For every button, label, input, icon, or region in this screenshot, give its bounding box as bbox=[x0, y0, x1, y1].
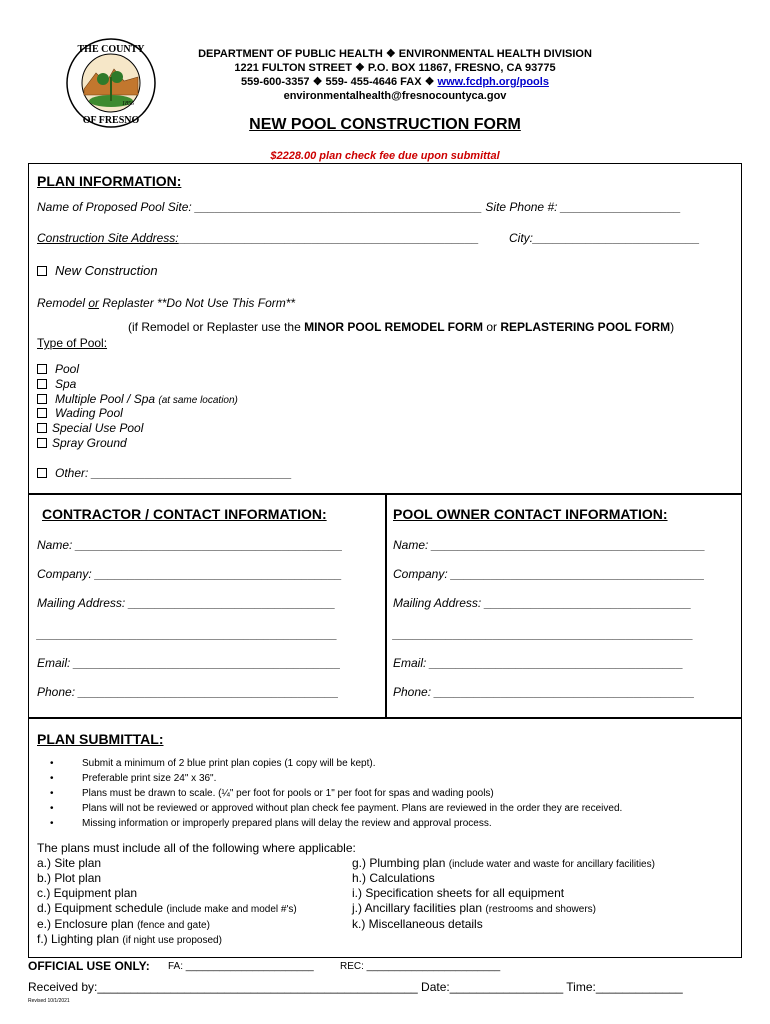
multiple-checkbox[interactable] bbox=[37, 394, 47, 404]
contractor-phone-field[interactable]: Phone: _______________________________________ bbox=[37, 685, 339, 699]
pool-type-spray[interactable] bbox=[37, 436, 127, 451]
other-checkbox[interactable] bbox=[37, 468, 47, 478]
contractor-name-field[interactable]: Name: ________________________________________ bbox=[37, 538, 343, 552]
agency-header bbox=[175, 47, 615, 103]
list-item: • Submit a minimum of 2 blue print plan copies (1 copy will be kept). bbox=[50, 756, 622, 771]
pool-type-wading[interactable] bbox=[37, 406, 123, 421]
special-label: Special Use Pool bbox=[52, 421, 144, 435]
owner-phone-field[interactable]: Phone: _______________________________________ bbox=[393, 685, 695, 699]
list-item-g bbox=[352, 856, 655, 870]
list-item-b: b.) Plot plan bbox=[37, 871, 102, 885]
pool-type-pool[interactable] bbox=[37, 362, 79, 377]
item-j-note: (restrooms and showers) bbox=[485, 904, 596, 915]
item-d-label: d.) Equipment schedule bbox=[37, 901, 164, 915]
contractor-mailing-field[interactable]: Mailing Address: _______________________________ bbox=[37, 596, 336, 610]
wading-label: Wading Pool bbox=[55, 406, 123, 420]
remodel-text: Remodel bbox=[37, 296, 89, 310]
owner-mailing-field[interactable]: Mailing Address: _______________________________ bbox=[393, 596, 692, 610]
multiple-note: (at same location) bbox=[158, 395, 238, 406]
spray-label: Spray Ground bbox=[52, 436, 127, 450]
list-item-i: i.) Specification sheets for all equipment bbox=[352, 886, 565, 900]
type-of-pool-label: Type of Pool: bbox=[37, 336, 108, 350]
item-j-label: j.) Ancillary facilities plan bbox=[352, 901, 483, 915]
fee-note: $2228.00 plan check fee due upon submittal bbox=[270, 150, 500, 162]
owner-name-field[interactable]: Name: _________________________________________ bbox=[393, 538, 706, 552]
list-item-a: a.) Site plan bbox=[37, 856, 102, 870]
form-title: NEW POOL CONSTRUCTION FORM bbox=[249, 116, 521, 133]
new-construction-label: New Construction bbox=[55, 263, 158, 278]
plan-information-heading: PLAN INFORMATION: bbox=[37, 173, 182, 189]
header-phone: 559-600-3357 ❖ 559- 455-4646 FAX ❖ bbox=[241, 76, 438, 88]
received-by-line[interactable]: Received by:________________________________________________ Date:_________________ Time:_____________ bbox=[28, 980, 683, 994]
spa-checkbox[interactable] bbox=[37, 379, 47, 389]
list-item: • Plans will not be reviewed or approved without plan check fee payment. Plans are reviewed in the order they are received. bbox=[50, 801, 622, 816]
pool-type-other[interactable] bbox=[37, 466, 292, 481]
list-item-e bbox=[37, 917, 210, 931]
spa-label: Spa bbox=[55, 377, 77, 391]
contact-divider bbox=[385, 494, 387, 718]
item-g-note: (include water and waste for ancillary facilities) bbox=[448, 859, 655, 870]
submittal-requirements-list bbox=[50, 756, 622, 831]
special-checkbox[interactable] bbox=[37, 423, 47, 433]
item-f-label: f.) Lighting plan bbox=[37, 932, 120, 946]
other-field[interactable]: Other: ______________________________ bbox=[55, 466, 292, 480]
list-item-h: h.) Calculations bbox=[352, 871, 435, 885]
item-e-label: e.) Enclosure plan bbox=[37, 917, 134, 931]
multiple-label: Multiple Pool / Spa bbox=[55, 392, 156, 406]
new-construction-option[interactable] bbox=[37, 263, 158, 278]
pool-site-field[interactable]: Name of Proposed Pool Site: ___________________________________________ Site Phone #: __________________ bbox=[37, 200, 681, 214]
list-item: • Plans must be drawn to scale. (¼" per foot for pools or 1" per foot for spas and wading pools) bbox=[50, 786, 622, 801]
header-website-link[interactable]: www.fcdph.org/pools bbox=[437, 76, 549, 88]
remodel-or-text: or bbox=[88, 296, 100, 310]
list-item: • Missing information or improperly prepared plans will delay the review and approval process. bbox=[50, 816, 622, 831]
contractor-company-field[interactable]: Company: _____________________________________ bbox=[37, 567, 342, 581]
list-item: • Preferable print size 24" x 36". bbox=[50, 771, 622, 786]
header-phone-line bbox=[175, 75, 615, 89]
remodel-warning: Replaster **Do Not Use This Form** bbox=[99, 296, 296, 310]
item-e-note: (fence and gate) bbox=[137, 920, 210, 931]
site-address-line: _____________________________________________ bbox=[178, 231, 479, 245]
pool-checkbox[interactable] bbox=[37, 364, 47, 374]
revised-date: Revised 10/1/2021 bbox=[28, 998, 70, 1004]
logo-bottom-text: OF FRESNO bbox=[82, 115, 140, 126]
minor-remodel-form-name: MINOR POOL REMODEL FORM bbox=[304, 320, 483, 334]
header-address: 1221 FULTON STREET ❖ P.O. BOX 11867, FRESNO, CA 93775 bbox=[234, 62, 556, 74]
pool-type-special[interactable] bbox=[37, 421, 143, 436]
spray-checkbox[interactable] bbox=[37, 438, 47, 448]
contractor-mailing-line2[interactable]: _____________________________________________ bbox=[37, 627, 338, 641]
owner-company-field[interactable]: Company: ______________________________________ bbox=[393, 567, 705, 581]
contractor-heading: CONTRACTOR / CONTACT INFORMATION: bbox=[42, 506, 327, 522]
include-heading: The plans must include all of the following where applicable: bbox=[37, 841, 356, 855]
header-email: environmentalhealth@fresnocountyca.gov bbox=[283, 90, 507, 102]
logo-top-text: THE COUNTY bbox=[77, 44, 145, 55]
item-d-note: (include make and model #'s) bbox=[166, 904, 297, 915]
contractor-email-field[interactable]: Email: ________________________________________ bbox=[37, 656, 341, 670]
plan-submittal-heading: PLAN SUBMITTAL: bbox=[37, 731, 164, 747]
remodel-note-pre: (if Remodel or Replaster use the bbox=[128, 320, 305, 334]
item-f-note: (if night use proposed) bbox=[122, 935, 222, 946]
owner-email-field[interactable]: Email: ______________________________________ bbox=[393, 656, 684, 670]
remodel-line bbox=[37, 296, 295, 310]
remodel-note-or: or bbox=[483, 320, 501, 334]
list-item-c: c.) Equipment plan bbox=[37, 886, 138, 900]
owner-heading: POOL OWNER CONTACT INFORMATION: bbox=[393, 506, 668, 522]
wading-checkbox[interactable] bbox=[37, 408, 47, 418]
list-item-f bbox=[37, 932, 222, 946]
remodel-note bbox=[128, 320, 674, 334]
city-field[interactable]: City:_________________________ bbox=[509, 231, 700, 245]
list-item-j bbox=[352, 901, 596, 915]
site-address-field[interactable] bbox=[37, 231, 479, 245]
replastering-form-name: REPLASTERING POOL FORM bbox=[500, 320, 671, 334]
header-department: DEPARTMENT OF PUBLIC HEALTH ❖ ENVIRONMENTAL HEALTH DIVISION bbox=[198, 48, 592, 60]
pool-type-spa[interactable] bbox=[37, 377, 76, 392]
rec-field[interactable]: REC: ________________________ bbox=[340, 961, 501, 972]
owner-mailing-line2[interactable]: _____________________________________________ bbox=[393, 627, 694, 641]
fa-field[interactable]: FA: _______________________ bbox=[168, 961, 314, 972]
remodel-note-post: ) bbox=[670, 320, 675, 334]
logo-year: 1856 bbox=[122, 101, 134, 107]
site-address-label: Construction Site Address: bbox=[37, 231, 179, 245]
official-use-label: OFFICIAL USE ONLY: bbox=[28, 959, 150, 973]
list-item-d bbox=[37, 901, 297, 915]
item-g-label: g.) Plumbing plan bbox=[352, 856, 446, 870]
new-construction-checkbox[interactable] bbox=[37, 266, 47, 276]
list-item-k: k.) Miscellaneous details bbox=[352, 917, 483, 931]
pool-label: Pool bbox=[55, 362, 80, 376]
